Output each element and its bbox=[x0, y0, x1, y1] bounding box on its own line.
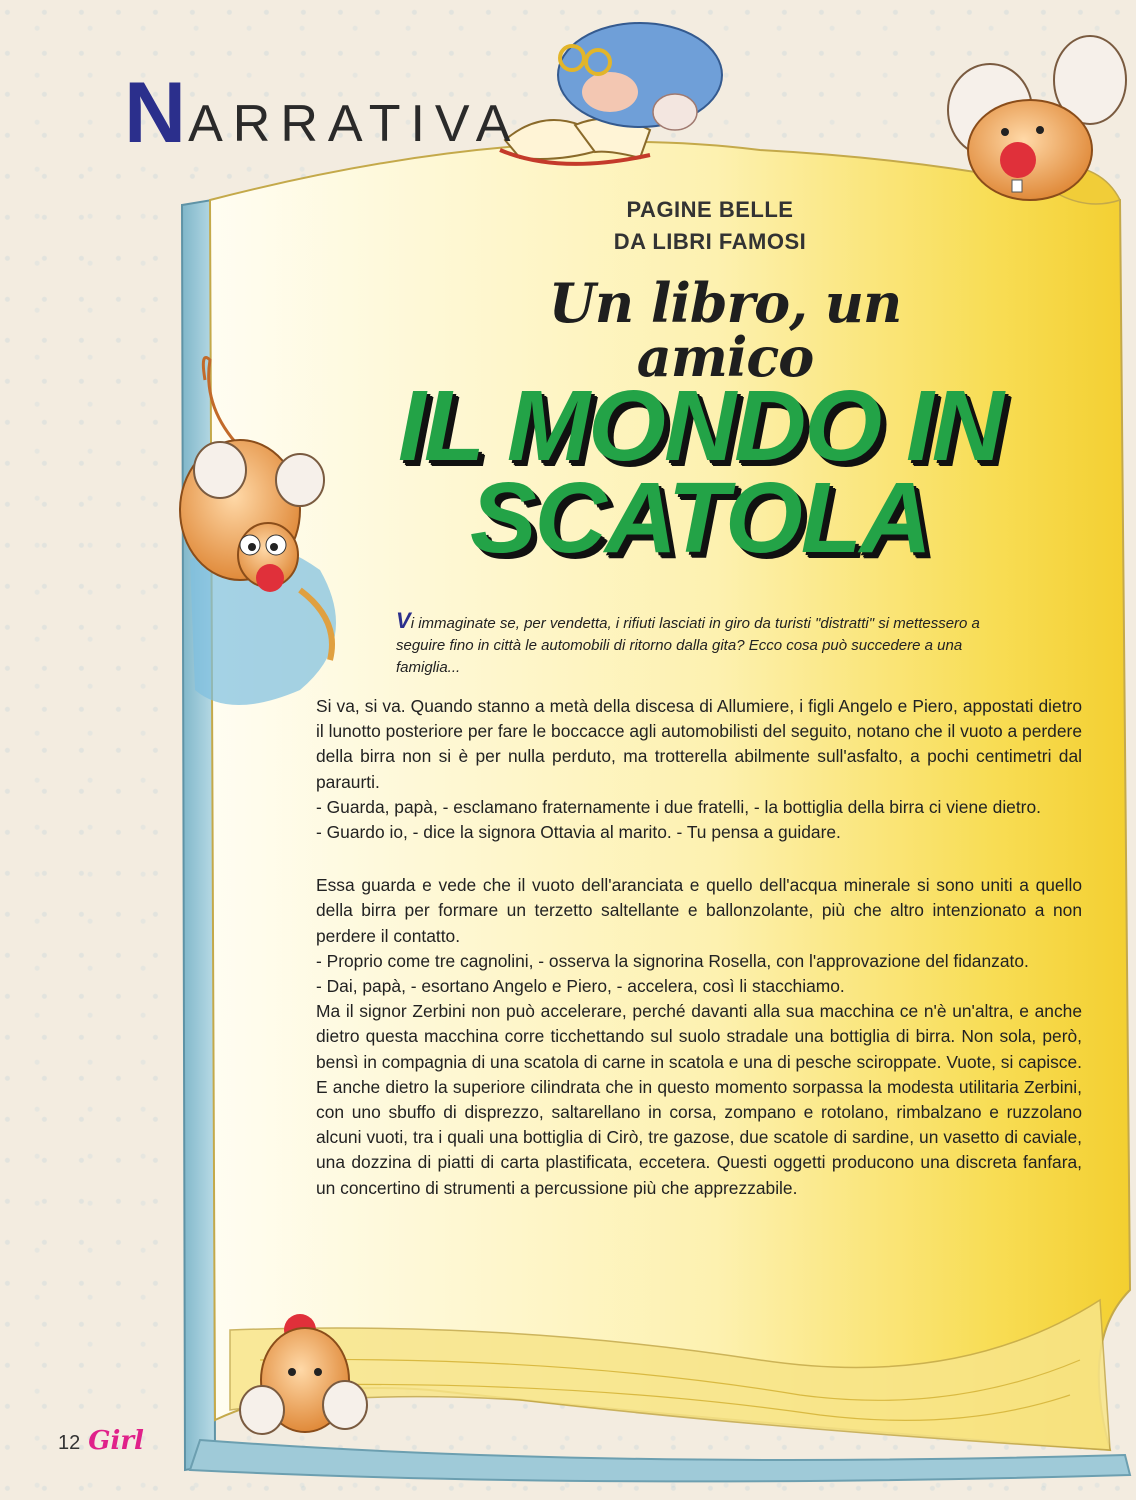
magazine-logo: Girl bbox=[88, 1426, 144, 1456]
body-paragraph: Si va, si va. Quando stanno a metà della discesa di Allumiere, i figli Angelo e Piero, appostati dietro il lunotto posteriore per fare le boccacce agli automobilisti del seguito, notano che il vuoto a perdere della birra non si è per nulla perduto, ma trotterella abilmente sull'asfalto, a pochi centimetri dal paraurti. bbox=[316, 696, 1082, 792]
body-paragraph: - Dai, papà, - esortano Angelo e Piero, - accelera, così li stacchiamo. bbox=[316, 976, 845, 997]
lead-initial: V bbox=[396, 608, 411, 633]
folio bbox=[58, 1426, 144, 1456]
lead-paragraph bbox=[396, 610, 988, 679]
kicker-line2: DA LIBRI FAMOSI bbox=[613, 229, 807, 254]
body-paragraph: Essa guarda e vede che il vuoto dell'aranciata e quello dell'acqua minerale si sono uniti a quello della birra per formare un terzetto saltellante e ballonzolante, più che altro intenzionato a non perdere il contatto. bbox=[316, 875, 1082, 946]
headline-line2: SCATOLA bbox=[469, 462, 931, 574]
body-paragraph: - Guarda, papà, - esclamano fraternamente i due fratelli, - la bottiglia della birra ci viene dietro. bbox=[316, 796, 1041, 817]
series-title: Un libro, un amico bbox=[548, 271, 902, 389]
section-initial: N bbox=[124, 65, 189, 161]
section-title bbox=[124, 65, 521, 161]
body-paragraph: - Proprio come tre cagnolini, - osserva la signorina Rosella, con l'approvazione del fidanzato. bbox=[316, 950, 1029, 971]
section-rest: ARRATIVA bbox=[188, 95, 521, 153]
body-paragraph: - Guardo io, - dice la signora Ottavia al marito. - Tu pensa a guidare. bbox=[316, 822, 841, 843]
page-number: 12 bbox=[58, 1432, 81, 1454]
body-paragraph: Ma il signor Zerbini non può accelerare, perché davanti alla sua macchina ce n'è un'altra, e anche dietro questa macchina corre ticchettando sul suolo stradale una bottiglia di birra. Non sola, però, bensì in compagnia di una scatola di carne in scatola e una di pesche sciroppate. Vuote, si capisce. E anche dietro la superiore cilindrata che in questo momento sorpassa la modesta utilitaria Zerbini, con uno sbuffo di disprezzo, saltarellano in corsa, zompano e rotolano, rimbalzano e ruzzolano alcuni vuoti, tra i quali una bottiglia di Cirò, tre gazose, due scatole di sardine, un vasetto di caviale, una dozzina di piatti di carta plastificata, eccetera. Questi oggetti producono una discreta fanfara, un concertino di strumenti a percussione più che apprezzabile. bbox=[316, 1001, 1082, 1198]
kicker bbox=[560, 194, 860, 258]
kicker-line1: PAGINE BELLE bbox=[626, 197, 794, 222]
article-body bbox=[316, 694, 1082, 1201]
headline-line1: IL MONDO IN bbox=[398, 370, 1002, 482]
lead-text: i immaginate se, per vendetta, i rifiuti lasciati in giro da turisti "distratti" si mettessero a seguire fino in città le automobili di ritorno dalla gita? Ecco cosa può succedere a una famiglia... bbox=[396, 615, 980, 676]
headline bbox=[380, 370, 1020, 574]
paragraph-gap bbox=[316, 845, 1082, 873]
